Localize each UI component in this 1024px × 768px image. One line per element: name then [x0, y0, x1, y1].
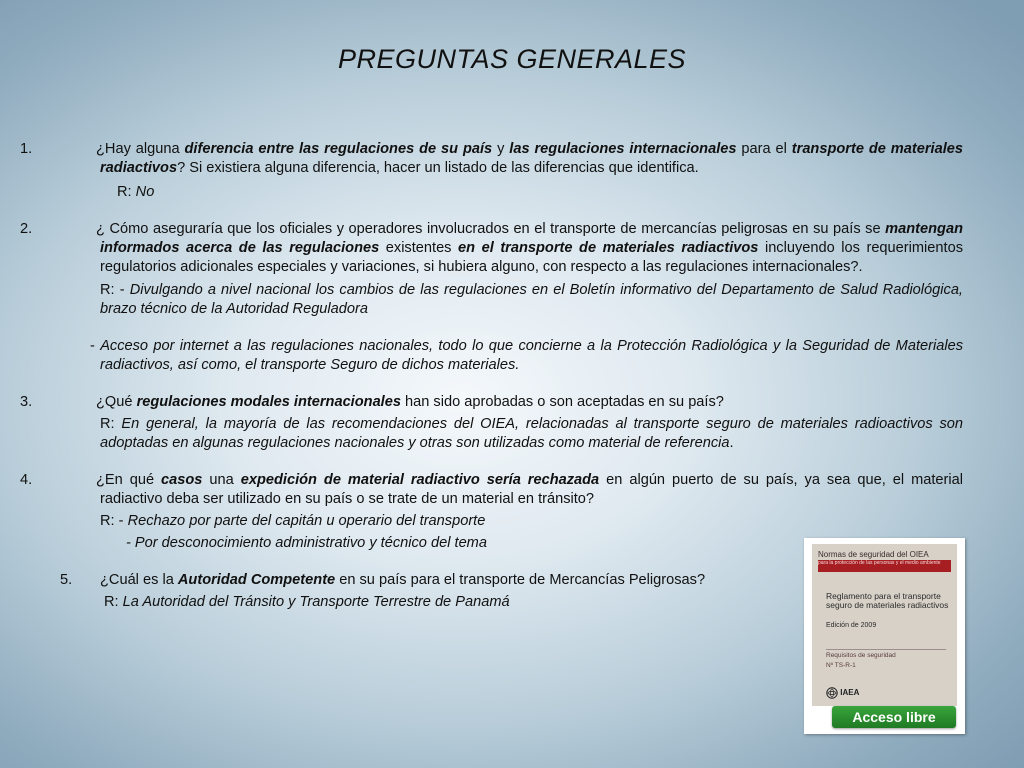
question-number: 2.	[20, 221, 33, 237]
iaea-logo-text: IAEA	[840, 688, 860, 698]
answer-4: R: - Rechazo por parte del capitán u operario del transporte	[100, 513, 486, 529]
answer-3: R: En general, la mayoría de las recomendaciones del OIEA, relacionadas al transporte seguro de materiales radioactivos son adoptadas en algunas regulaciones nacionales y otras son utilizadas como material de referencia.	[100, 416, 964, 451]
book-requirements: Requisitos de seguridad	[826, 649, 946, 659]
iaea-book-cover	[804, 538, 965, 734]
book-edition: Edición de 2009	[826, 622, 877, 629]
book-band: para la protección de las personas y el medio ambiente	[818, 560, 951, 572]
answer-2-extra: - Acceso por internet a las regulaciones nacionales, todo lo que concierne a la Protección Radiológica y la Seguridad de Materiales radiactivos, así como, el transporte Seguro de dichos materiales.	[90, 338, 963, 373]
question-5: 5. ¿Cuál es la Autoridad Competente en su país para el transporte de Mercancías Peligrosas?	[60, 572, 706, 588]
atom-icon	[826, 687, 838, 699]
slide-title: PREGUNTAS GENERALES	[337, 44, 687, 74]
book-cover-panel	[812, 544, 957, 706]
question-1: 1. ¿Hay alguna diferencia entre las regulaciones de su país y las regulaciones internacionales para el transporte de materiales radiactivos? Si existiera alguna diferencia, hacer un listado de las diferencias que identifica.	[20, 141, 964, 176]
question-number: 5.	[60, 572, 73, 588]
answer-1: R: No	[117, 184, 155, 200]
iaea-logo	[826, 687, 859, 699]
question-number: 3.	[20, 394, 33, 410]
question-number: 1.	[20, 141, 33, 157]
question-2: 2. ¿ Cómo aseguraría que los oficiales y operadores involucrados en el transporte de mercancías peligrosas en su país se mantengan informados acerca de las regulaciones existentes en el transporte de materiales radiactivos incluyendo los requerimientos regulatorios adicionales especiales y variaciones, si hubiera alguno, con respecto a las regulaciones internacionales?.	[20, 221, 963, 275]
book-code: Nº TS-R-1	[826, 662, 856, 669]
acceso-libre-badge[interactable]: Acceso libre	[832, 706, 956, 728]
book-title: Reglamento para el transporte seguro de materiales radiactivos	[826, 591, 949, 610]
book-series: Normas de seguridad del OIEA	[818, 550, 929, 559]
answer-2: R: - Divulgando a nivel nacional los cambios de las regulaciones en el Boletín informativo del Departamento de Salud Radiológica, brazo técnico de la Autoridad Reguladora	[100, 282, 963, 317]
question-4: 4. ¿En qué casos una expedición de material radiactivo sería rechazada en algún puerto de su país, ya sea que, el material radiactivo deba ser utilizado en su país o se trate de un material en tránsito?	[20, 472, 963, 507]
answer-4-extra: - Por desconocimiento administrativo y técnico del tema	[126, 535, 487, 551]
answer-5: R: La Autoridad del Tránsito y Transporte Terrestre de Panamá	[104, 594, 510, 610]
question-3: 3. ¿Qué regulaciones modales internacionales han sido aprobadas o son aceptadas en su país?	[20, 394, 724, 410]
question-number: 4.	[20, 472, 33, 488]
